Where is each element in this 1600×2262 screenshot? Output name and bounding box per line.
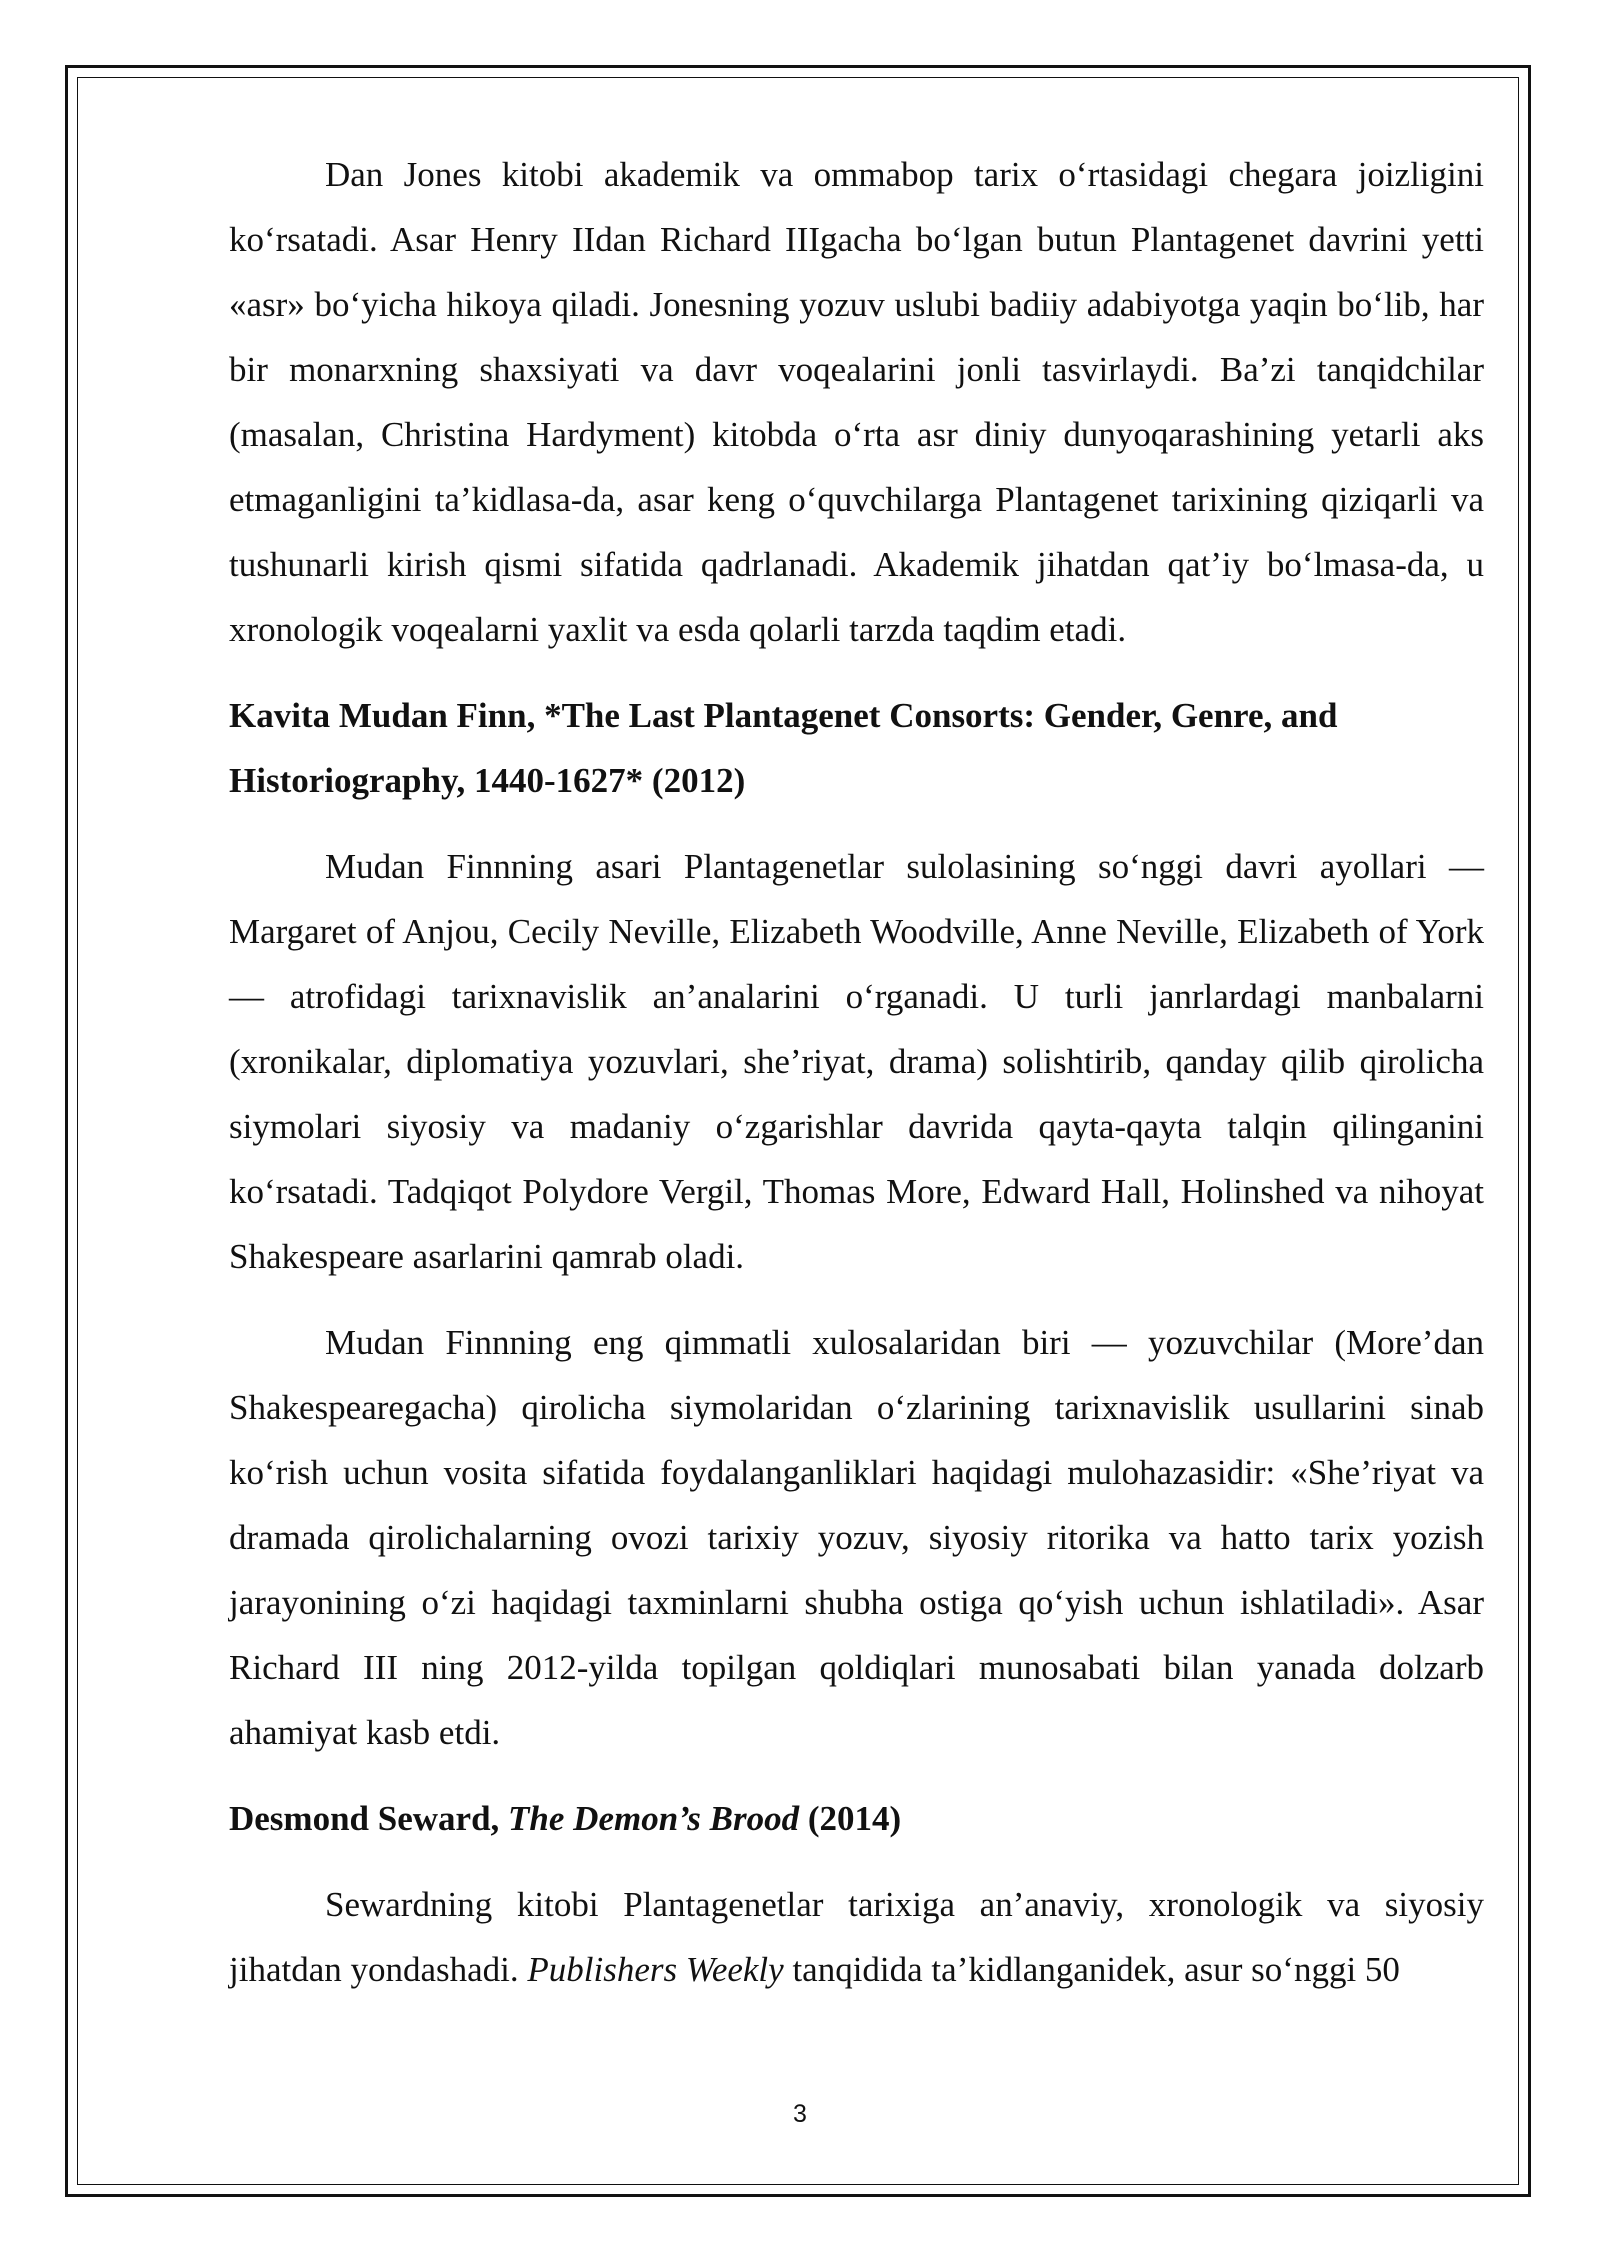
paragraph-seward-start: Sewardning kitobi Plantagenetlar tarixiga an’anaviy, xronologik va siyosiy jihatdan yondashadi. (229, 1885, 1484, 1989)
paragraph-seward (229, 1872, 1484, 2002)
page-number: 3 (793, 2100, 807, 2128)
heading-seward-author: Desmond Seward, (229, 1799, 509, 1838)
paragraph-seward-end: tanqidida ta’kidlanganidek, asur so‘nggi 50 (783, 1950, 1400, 1989)
paragraph-seward-publication: Publishers Weekly (527, 1950, 784, 1989)
paragraph-dan-jones: Dan Jones kitobi akademik va ommabop tarix o‘rtasidagi chegara joizligini ko‘rsatadi. Asar Henry IIdan Richard IIIgacha bo‘lgan butun Plantagenet davrini yetti «asr» bo‘yicha hikoya qiladi. Jonesning yozuv uslubi badiiy adabiyotga yaqin bo‘lib, har bir monarxning shaxsiyati va davr voqealarini jonli tasvirlaydi. Ba’zi tanqidchilar (masalan, Christina Hardyment) kitobda o‘rta asr diniy dunyoqarashining yetarli aks etmaganligini ta’kidlasa-da, asar keng o‘quvchilarga Plantagenet tarixining qiziqarli va tushunarli kirish qismi sifatida qadrlanadi. Akademik jihatdan qat’iy bo‘lmasa-da, u xronologik voqealarni yaxlit va esda qolarli tarzda taqdim etadi. (229, 155, 1484, 649)
heading-mudan-finn: Kavita Mudan Finn, *The Last Plantagenet Consorts: Gender, Genre, and Historiography, 1440-1627* (2012) (229, 696, 1338, 800)
heading-seward (229, 1786, 1484, 1851)
paragraph-mudan-finn-1: Mudan Finnning asari Plantagenetlar sulolasining so‘nggi davri ayollari — Margaret of Anjou, Cecily Neville, Elizabeth Woodville, Anne Neville, Elizabeth of York — atrofidagi tarixnavislik an’analarini o‘rganadi. U turli janrlardagi manbalarni (xronikalar, diplomatiya yozuvlari, she’riyat, drama) solishtirib, qanday qilib qirolicha siymolari siyosiy va madaniy o‘zgarishlar davrida qayta-qayta talqin qilinganini ko‘rsatadi. Tadqiqot Polydore Vergil, Thomas More, Edward Hall, Holinshed va nihoyat Shakespeare asarlarini qamrab oladi. (229, 847, 1484, 1276)
paragraph-mudan-finn-2: Mudan Finnning eng qimmatli xulosalaridan biri — yozuvchilar (More’dan Shakespearegacha) qirolicha siymolaridan o‘zlarining tarixnavislik usullarini sinab ko‘rish uchun vosita sifatida foydalanganliklari haqidagi mulohazasidir: «She’riyat va dramada qirolichalarning ovozi tarixiy yozuv, siyosiy ritorika va hatto tarix yozish jarayonining o‘zi haqidagi taxminlarni shubha ostiga qo‘yish uchun ishlatiladi». Asar Richard III ning 2012-yilda topilgan qoldiqlari munosabati bilan yanada dolzarb ahamiyat kasb etdi. (229, 1323, 1484, 1752)
heading-seward-title: The Demon’s Brood (508, 1799, 800, 1838)
page-content (229, 142, 1484, 2002)
heading-seward-year: (2014) (799, 1799, 902, 1838)
